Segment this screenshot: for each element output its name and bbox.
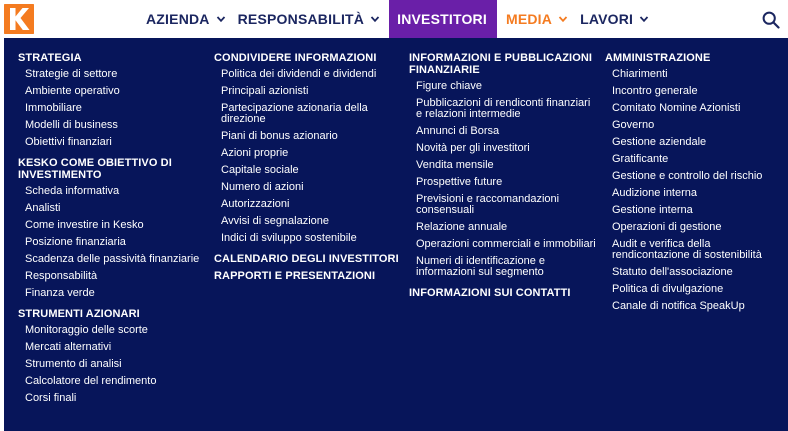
menu-heading[interactable]: CALENDARIO DEGLI INVESTITORI bbox=[214, 253, 399, 265]
menu-link[interactable]: Come investire in Kesko bbox=[25, 219, 144, 231]
menu-link[interactable]: Piani di bonus azionario bbox=[221, 130, 338, 142]
menu-section-strumenti-azionari bbox=[18, 308, 208, 404]
menu-link[interactable]: Mercati alternativi bbox=[25, 341, 112, 353]
menu-column-1 bbox=[18, 52, 208, 413]
menu-link[interactable]: Annunci di Borsa bbox=[416, 125, 500, 137]
menu-link[interactable]: Numero di azioni bbox=[221, 181, 304, 193]
menu-link[interactable]: Canale di notifica SpeakUp bbox=[612, 300, 745, 312]
menu-link[interactable]: Politica di divulgazione bbox=[612, 283, 724, 295]
menu-link[interactable]: Incontro generale bbox=[612, 85, 698, 97]
menu-link[interactable]: Gestione aziendale bbox=[612, 136, 707, 148]
chevron-down-icon bbox=[216, 14, 226, 24]
menu-link[interactable]: Numeri di identificazione e informazioni sul segmento bbox=[416, 255, 546, 278]
menu-link[interactable]: Avvisi di segnalazione bbox=[221, 215, 330, 227]
menu-link[interactable]: Comitato Nomine Azionisti bbox=[612, 102, 741, 114]
menu-section-informazioni-e-pubblicazioni-finanziarie bbox=[409, 52, 599, 278]
menu-link[interactable]: Ambiente operativo bbox=[25, 85, 120, 97]
menu-link[interactable]: Politica dei dividendi e dividendi bbox=[221, 68, 377, 80]
kesko-k-logo-icon bbox=[4, 4, 34, 34]
menu-heading[interactable]: KESKO COME OBIETTIVO DI INVESTIMENTO bbox=[18, 157, 172, 181]
menu-link[interactable]: Principali azionisti bbox=[221, 85, 309, 97]
menu-heading[interactable]: STRUMENTI AZIONARI bbox=[18, 308, 140, 320]
menu-section-amministrazione bbox=[605, 52, 788, 312]
menu-link[interactable]: Partecipazione azionaria della direzione bbox=[221, 102, 368, 125]
menu-link[interactable]: Monitoraggio delle scorte bbox=[25, 324, 148, 336]
menu-link[interactable]: Finanza verde bbox=[25, 287, 95, 299]
menu-link[interactable]: Scheda informativa bbox=[25, 185, 120, 197]
menu-link[interactable]: Figure chiave bbox=[416, 80, 483, 92]
menu-heading[interactable]: RAPPORTI E PRESENTAZIONI bbox=[214, 270, 376, 282]
menu-link[interactable]: Audizione interna bbox=[612, 187, 698, 199]
nav-item-label: RESPONSABILITÀ bbox=[237, 11, 365, 27]
menu-link[interactable]: Previsioni e raccomandazioni consensuali bbox=[416, 193, 560, 216]
menu-heading[interactable]: CONDIVIDERE INFORMAZIONI bbox=[214, 52, 377, 64]
menu-link[interactable]: Operazioni di gestione bbox=[612, 221, 722, 233]
chevron-down-icon bbox=[370, 14, 380, 24]
chevron-down-icon bbox=[639, 14, 649, 24]
menu-link[interactable]: Capitale sociale bbox=[221, 164, 299, 176]
menu-link[interactable]: Azioni proprie bbox=[221, 147, 289, 159]
menu-heading[interactable]: STRATEGIA bbox=[18, 52, 82, 64]
menu-link[interactable]: Gestione interna bbox=[612, 204, 693, 216]
menu-link[interactable]: Posizione finanziaria bbox=[25, 236, 126, 248]
menu-link[interactable]: Prospettive future bbox=[416, 176, 503, 188]
search-button[interactable] bbox=[762, 11, 780, 29]
menu-link[interactable]: Autorizzazioni bbox=[221, 198, 290, 210]
menu-link[interactable]: Indici di sviluppo sostenibile bbox=[221, 232, 357, 244]
menu-heading[interactable]: INFORMAZIONI E PUBBLICAZIONI FINANZIARIE bbox=[409, 52, 593, 76]
menu-section-strategia bbox=[18, 52, 208, 148]
nav-item-media[interactable] bbox=[500, 0, 574, 38]
menu-link[interactable]: Operazioni commerciali e immobiliari bbox=[416, 238, 596, 250]
chevron-down-icon bbox=[558, 14, 568, 24]
menu-link[interactable]: Scadenza delle passività finanziarie bbox=[25, 253, 200, 265]
menu-link[interactable]: Novità per gli investitori bbox=[416, 142, 530, 154]
menu-section-kesko-come-obiettivo-di-investimento bbox=[18, 157, 208, 299]
menu-link[interactable]: Obiettivi finanziari bbox=[25, 136, 112, 148]
menu-link[interactable]: Chiarimenti bbox=[612, 68, 668, 80]
kesko-logo[interactable] bbox=[4, 4, 34, 34]
menu-heading[interactable]: INFORMAZIONI SUI CONTATTI bbox=[409, 287, 571, 299]
menu-link[interactable]: Gratificante bbox=[612, 153, 669, 165]
menu-section-calendario-degli-investitori bbox=[214, 253, 404, 265]
menu-column-4 bbox=[605, 52, 788, 321]
menu-link[interactable]: Modelli di business bbox=[25, 119, 118, 131]
nav-item-lavori[interactable] bbox=[574, 0, 655, 38]
menu-link[interactable]: Responsabilità bbox=[25, 270, 98, 282]
nav-item-label: MEDIA bbox=[505, 11, 553, 27]
menu-link[interactable]: Strumento di analisi bbox=[25, 358, 122, 370]
menu-column-2 bbox=[214, 52, 404, 287]
nav-item-investitori[interactable] bbox=[389, 0, 497, 38]
menu-link[interactable]: Analisti bbox=[25, 202, 61, 214]
menu-link[interactable]: Calcolatore del rendimento bbox=[25, 375, 157, 387]
nav-item-label: INVESTITORI bbox=[397, 11, 487, 27]
menu-link[interactable]: Immobiliare bbox=[25, 102, 82, 114]
menu-link[interactable]: Relazione annuale bbox=[416, 221, 508, 233]
menu-link[interactable]: Gestione e controllo del rischio bbox=[612, 170, 763, 182]
menu-link[interactable]: Statuto dell'associazione bbox=[612, 266, 733, 278]
menu-section-rapporti-e-presentazioni bbox=[214, 270, 404, 282]
nav-item-label: LAVORI bbox=[580, 11, 634, 27]
main-nav bbox=[140, 0, 655, 38]
menu-column-3 bbox=[409, 52, 599, 304]
search-icon bbox=[762, 11, 780, 29]
menu-link[interactable]: Strategie di settore bbox=[25, 68, 118, 80]
menu-link[interactable]: Pubblicazioni di rendiconti finanziari e relazioni intermedie bbox=[416, 97, 591, 120]
top-navigation-bar bbox=[0, 0, 788, 38]
nav-item-responsabilita[interactable] bbox=[232, 0, 386, 38]
menu-link[interactable]: Vendita mensile bbox=[416, 159, 494, 171]
menu-link[interactable]: Audit e verifica della rendicontazione di sostenibilità bbox=[612, 238, 762, 261]
menu-section-informazioni-sui-contatti bbox=[409, 287, 599, 299]
menu-heading[interactable]: AMMINISTRAZIONE bbox=[605, 52, 711, 64]
nav-item-azienda[interactable] bbox=[140, 0, 232, 38]
menu-link[interactable]: Governo bbox=[612, 119, 655, 131]
menu-link[interactable]: Corsi finali bbox=[25, 392, 77, 404]
menu-section-condividere-informazioni bbox=[214, 52, 404, 244]
investitori-mega-menu bbox=[4, 38, 788, 431]
nav-item-label: AZIENDA bbox=[146, 11, 210, 27]
